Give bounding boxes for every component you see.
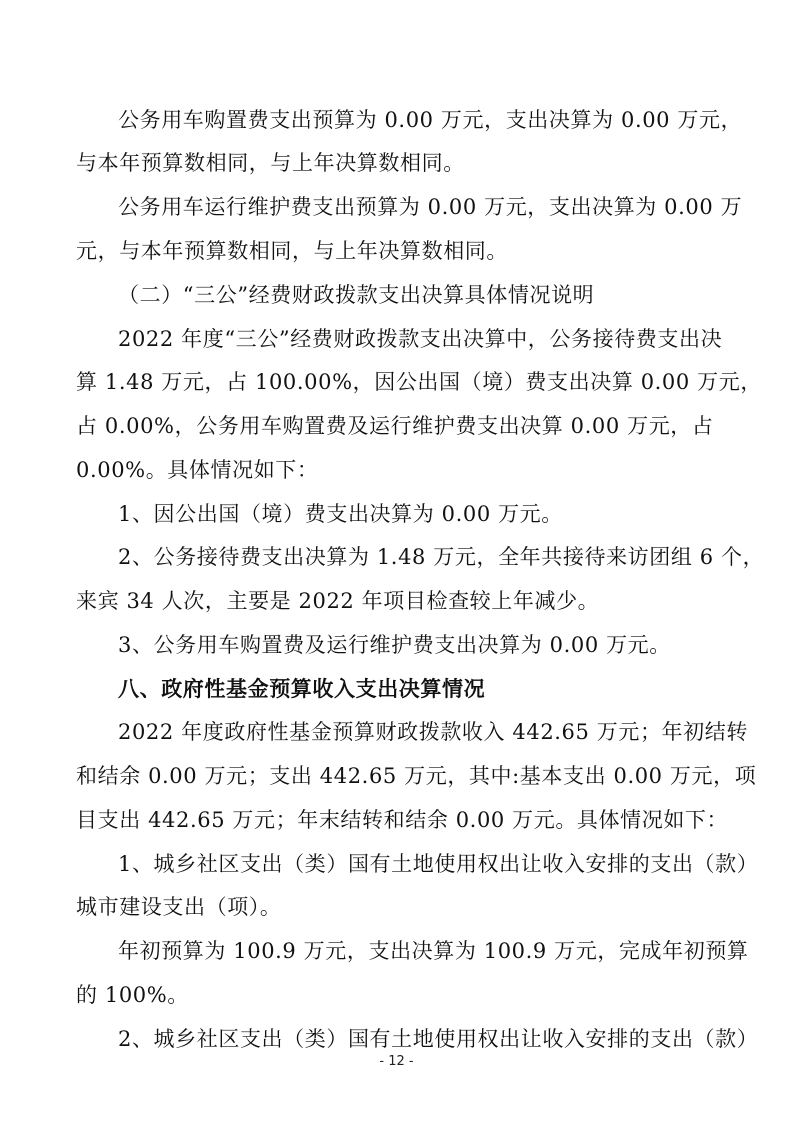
para-line-7: 算 1.48 万元，占 100.00%，因公出国（境）费支出决算 0.00 万元， xyxy=(76,370,762,394)
para-line-1: 公务用车购置费支出预算为 0.00 万元，支出决算为 0.00 万元， xyxy=(118,108,743,132)
para-line-18: 1、城乡社区支出（类）国有土地使用权出让收入安排的支出（款） xyxy=(118,852,759,876)
para-line-21: 的 100%。 xyxy=(76,983,189,1007)
para-line-10: 1、因公出国（境）费支出决算为 0.00 万元。 xyxy=(118,502,563,526)
para-line-19: 城市建设支出（项）。 xyxy=(76,895,282,919)
subheading: （二）“三公”经费财政拨款支出决算具体情况说明 xyxy=(118,283,595,307)
para-line-3: 公务用车运行维护费支出预算为 0.00 万元，支出决算为 0.00 万 xyxy=(118,195,743,219)
page-number: - 12 - xyxy=(379,1054,414,1069)
para-line-16: 和结余 0.00 万元；支出 442.65 万元，其中:基本支出 0.00 万元，项 xyxy=(76,764,757,788)
para-line-13: 3、公务用车购置费及运行维护费支出决算为 0.00 万元。 xyxy=(118,633,671,657)
para-line-22: 2、城乡社区支出（类）国有土地使用权出让收入安排的支出（款） xyxy=(118,1027,759,1051)
para-line-17: 目支出 442.65 万元；年末结转和结余 0.00 万元。具体情况如下： xyxy=(76,808,729,832)
para-line-8: 占 0.00%，公务用车购置费及运行维护费支出决算 0.00 万元，占 xyxy=(76,414,714,438)
section-heading: 八、政府性基金预算收入支出决算情况 xyxy=(118,677,486,701)
para-line-6: 2022 年度“三公”经费财政拨款支出决算中，公务接待费支出决 xyxy=(118,327,723,351)
para-line-12: 来宾 34 人次，主要是 2022 年项目检查较上年减少。 xyxy=(76,589,600,613)
para-line-20: 年初预算为 100.9 万元，支出决算为 100.9 万元，完成年初预算 xyxy=(118,939,749,963)
para-line-9: 0.00%。具体情况如下： xyxy=(76,458,319,482)
para-line-4: 元，与本年预算数相同，与上年决算数相同。 xyxy=(76,239,508,263)
para-line-15: 2022 年度政府性基金预算财政拨款收入 442.65 万元；年初结转 xyxy=(118,720,748,744)
para-line-2: 与本年预算数相同，与上年决算数相同。 xyxy=(76,151,465,175)
para-line-11: 2、公务接待费支出决算为 1.48 万元，全年共接待来访团组 6 个， xyxy=(118,545,765,569)
